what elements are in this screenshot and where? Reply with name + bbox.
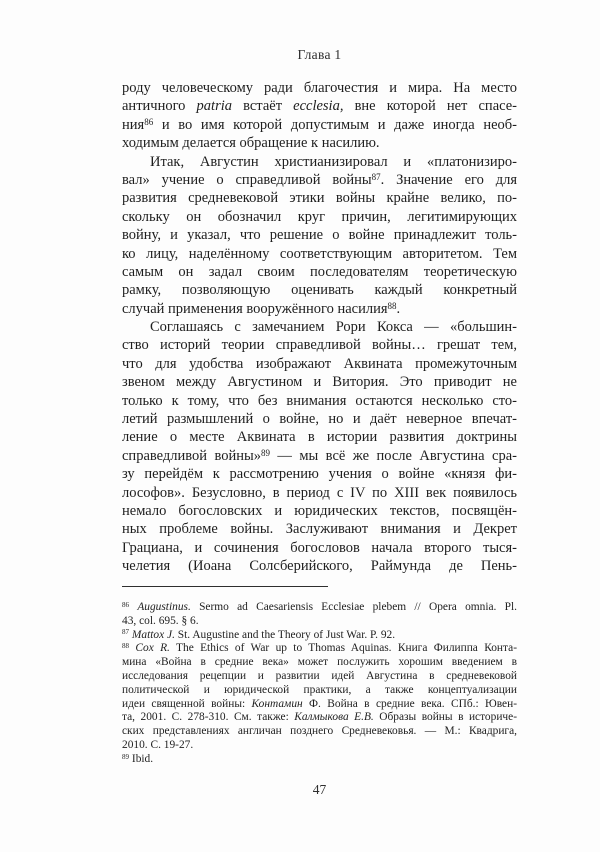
text-segment: Грациана, и сочинения богословов начала второго тыся- <box>122 539 517 556</box>
text-line <box>122 428 517 446</box>
text-segment: ecclesia, <box>293 98 344 115</box>
text-line <box>122 134 517 152</box>
text-line <box>122 410 517 428</box>
text-segment: рамку, позволяющую оценивать каждый конкретный <box>122 282 517 299</box>
text-segment: звеном между Августином и Витория. Это приводит не <box>122 374 517 391</box>
text-segment: Ibid. <box>129 752 154 765</box>
text-line <box>122 520 517 538</box>
text-segment: Cox R. <box>135 642 170 655</box>
chapter-header: Глава 1 <box>297 47 342 62</box>
text-segment: роду человеческому ради благочестия и мира. На место <box>122 80 517 96</box>
text-line <box>122 698 517 712</box>
text-line <box>122 539 517 557</box>
text-segment: политической и юридической практики, а также концептуализации <box>122 683 517 696</box>
text-line <box>122 557 517 575</box>
text-line <box>122 189 517 207</box>
text-segment: Ф. Война в средние века. СПб.: Ювен- <box>302 697 517 710</box>
text-segment: летий размышлений о войне, но и даёт неверное впечат- <box>122 411 517 428</box>
text-segment: ния <box>122 116 145 133</box>
text-segment: Итак, Августин христианизировал и «платонизиро- <box>150 153 517 170</box>
footnote-separator <box>122 586 328 587</box>
footnote-reference: 88 <box>122 642 130 651</box>
text-segment: Соглашаясь с замечанием Рори Кокса — «большин- <box>150 319 517 336</box>
text-segment: немало богословских и юридических текстов, посвящён- <box>122 502 517 519</box>
text-line <box>122 447 517 465</box>
text-segment: 43, col. 695. § 6. <box>122 614 199 627</box>
paragraph <box>122 318 517 575</box>
text-segment: . <box>396 300 401 317</box>
text-segment: 2010. С. 19-27. <box>122 738 194 751</box>
text-line <box>122 153 517 171</box>
text-line <box>122 355 517 373</box>
text-segment: Контамин <box>251 697 303 710</box>
text-segment: ство историй теории справедливой войны… грешат тем, <box>122 337 517 354</box>
text-line <box>122 171 517 189</box>
text-line <box>122 629 517 643</box>
footnote-reference: 88 <box>387 300 397 311</box>
text-segment: ных проблеме войны. Заслуживают внимания и Декрет <box>122 521 517 538</box>
text-line <box>122 642 517 656</box>
text-line <box>122 226 517 244</box>
text-segment: справедливой войны» <box>122 447 261 464</box>
text-segment: Mattox J. <box>131 628 175 641</box>
text-line <box>122 484 517 502</box>
text-line <box>122 711 517 725</box>
text-line <box>122 281 517 299</box>
text-line <box>122 615 517 629</box>
text-segment: Образы войны в историче- <box>373 711 517 724</box>
footnote-reference: 89 <box>122 752 130 761</box>
text-segment: войну, и указал, что решение о войне принадлежит толь- <box>122 227 517 244</box>
text-segment: ко лицу, наделённому соответствующим авторитетом. Тем <box>122 245 517 262</box>
paragraph <box>122 79 517 153</box>
text-segment: самым он задал своим последователям теоретическую <box>122 263 517 280</box>
text-segment: зу перейдём к рассмотрению учения о войне «князя фи- <box>122 466 517 483</box>
text-line <box>122 392 517 410</box>
text-segment: развития средневековой этики войны крайне велико, по- <box>122 190 517 207</box>
text-line <box>122 79 517 97</box>
text-segment: вал» учение о справедливой войны <box>122 171 372 188</box>
text-line <box>122 336 517 354</box>
text-line <box>122 601 517 615</box>
text-line <box>122 97 517 115</box>
text-segment: Калмыкова Е.В. <box>294 711 374 724</box>
footnote-reference: 87 <box>122 628 130 637</box>
text-line <box>122 263 517 281</box>
footnote-reference: 86 <box>122 601 130 609</box>
text-segment: ских представлениях англичан позднего Средневековья. — М.: Квадрига, <box>122 725 517 738</box>
text-segment: St. Augustine and the Theory of Just War. P. 92. <box>174 628 396 641</box>
text-segment: — мы всё же после Августина сра- <box>269 447 517 464</box>
text-line <box>122 116 517 134</box>
text-segment: . Значение его для <box>380 171 517 188</box>
text-segment: та, 2001. С. 278-310. См. также: <box>122 711 295 724</box>
text-line <box>122 725 517 739</box>
page-number: 47 <box>312 782 327 797</box>
text-line <box>122 502 517 520</box>
text-segment: и во имя которой допустимым и даже иногда необ- <box>153 116 517 133</box>
text-segment: что для удобства изображают Аквината промежуточным <box>122 355 517 372</box>
text-line <box>122 684 517 698</box>
text-segment: античного <box>122 98 197 115</box>
text-segment: случай применения вооружённого насилия <box>122 300 388 317</box>
text-line <box>122 300 517 318</box>
text-segment: скольку он обозначил круг причин, легитимирующих <box>122 208 517 225</box>
text-line <box>122 373 517 391</box>
text-segment: Augustinus. <box>137 601 191 613</box>
text-segment: лософов». Безусловно, в период с IV по XIII век появилось <box>122 484 517 501</box>
text-line <box>122 670 517 684</box>
text-segment: Sermo ad Caesariensis Ecclesiae plebem // Opera omnia. Pl. <box>190 601 517 613</box>
text-line <box>122 753 517 767</box>
text-line <box>122 739 517 753</box>
text-line <box>122 208 517 226</box>
text-segment: patria <box>196 98 232 115</box>
footnote-reference: 86 <box>144 116 154 127</box>
text-segment: ление о месте Аквината в истории развития доктрины <box>122 429 517 446</box>
text-line <box>122 465 517 483</box>
footnote <box>122 753 517 767</box>
footnote-reference: 87 <box>371 171 381 182</box>
text-line <box>122 245 517 263</box>
text-segment: ходимым делается обращение к насилию. <box>122 135 380 152</box>
footnote <box>122 601 517 629</box>
text-segment: исследования рецепции и развитии идей Августина в средневековой <box>122 669 517 682</box>
text-segment: только к тому, что без внимания остаются несколько сто- <box>122 392 517 409</box>
text-segment: The Ethics of War up to Thomas Aquinas. Книга Филиппа Конта- <box>169 642 517 655</box>
paragraph <box>122 153 517 319</box>
text-segment: челетия (Иоана Солсберийского, Раймунда де Пень- <box>122 558 517 575</box>
text-line <box>122 318 517 336</box>
text-segment: мина «Война в средние века» может послужить хорошим введением в <box>122 656 517 669</box>
text-segment: вне которой нет спасе- <box>343 98 517 115</box>
text-line <box>122 656 517 670</box>
footnote-reference: 89 <box>260 447 270 458</box>
text-segment: встаёт <box>232 98 294 115</box>
footnotes <box>122 601 517 767</box>
footnote <box>122 629 517 643</box>
footnote <box>122 642 517 752</box>
body-text <box>122 79 517 576</box>
text-segment: идеи священной войны: <box>122 697 252 710</box>
